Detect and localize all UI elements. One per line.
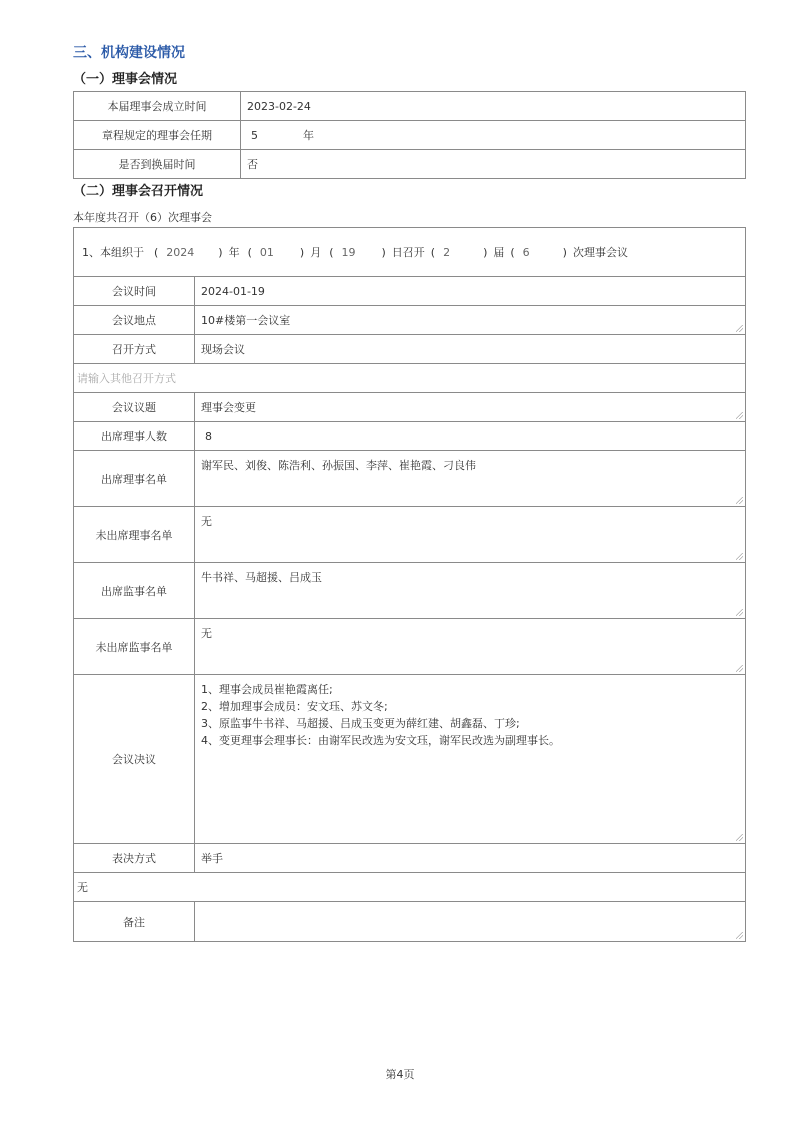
day-unit: 日召开 [391, 246, 425, 259]
vote-row [74, 844, 746, 873]
meetings-title: （二）理事会召开情况 [73, 184, 204, 199]
method-row [74, 335, 746, 364]
attend-count-input[interactable]: 8 [195, 422, 746, 451]
resize-handle-icon[interactable] [736, 412, 743, 419]
meeting-place-label: 会议地点 [74, 306, 195, 335]
resolution-row [74, 675, 746, 844]
session-input[interactable]: 2 [443, 245, 451, 259]
month-input[interactable]: 01 [259, 245, 274, 259]
term-label: 章程规定的理事会任期 [74, 121, 241, 150]
day-input[interactable]: 19 [341, 245, 356, 259]
attend-list-textarea[interactable]: 谢军民、刘俊、陈浩利、孙振国、李萍、崔艳霞、刁良伟 [201, 459, 476, 472]
section-title: 三、机构建设情况 [73, 45, 185, 61]
resize-handle-icon[interactable] [736, 497, 743, 504]
paren-close: ) [381, 245, 386, 259]
resize-handle-icon[interactable] [736, 325, 743, 332]
resolution-line: 4、变更理事会理事长：由谢军民改选为安文珏，谢军民改选为副理事长。 [201, 734, 560, 747]
meetings-summary: 本年度共召开（6）次理事会 [73, 211, 212, 224]
board-info-title: （一）理事会情况 [73, 72, 178, 87]
meeting-time-label: 会议时间 [74, 277, 195, 306]
supervisors-absent-textarea[interactable]: 无 [201, 627, 212, 640]
paren-close: ) [562, 245, 567, 259]
other-method-row [74, 364, 746, 393]
meeting-topic-textarea[interactable]: 理事会变更 [201, 401, 256, 414]
supervisors-absent-label: 未出席监事名单 [74, 619, 195, 675]
meeting-header [74, 244, 745, 260]
attend-list-label: 出席理事名单 [74, 451, 195, 507]
remark-label: 备注 [74, 902, 195, 942]
remark-row [74, 902, 746, 942]
supervisors-present-label: 出席监事名单 [74, 563, 195, 619]
resolution-textarea[interactable] [195, 675, 746, 844]
time-row [74, 277, 746, 306]
meeting-topic-label: 会议议题 [74, 393, 195, 422]
reelection-label: 是否到换届时间 [74, 150, 241, 179]
resolution-line: 1、理事会成员崔艳霞离任; [201, 683, 333, 696]
year-input[interactable]: 2024 [166, 245, 195, 259]
paren-open: ( [329, 245, 334, 259]
paren-open: ( [154, 245, 159, 259]
session-unit: 届 [493, 246, 505, 259]
board-row-term [74, 121, 746, 150]
vote-label: 表决方式 [74, 844, 195, 873]
resize-handle-icon[interactable] [736, 609, 743, 616]
meeting-time-input[interactable]: 2024-01-19 [195, 277, 746, 306]
topic-row [74, 393, 746, 422]
meeting-method-label: 召开方式 [74, 335, 195, 364]
count-input[interactable]: 6 [522, 245, 530, 259]
count-unit: 次理事会议 [572, 246, 628, 259]
board-row-established [74, 92, 746, 121]
meeting-method-select[interactable]: 现场会议 [195, 335, 746, 364]
month-unit: 月 [310, 246, 322, 259]
vote-other-row [74, 873, 746, 902]
established-label: 本届理事会成立时间 [74, 92, 241, 121]
absent-list-label: 未出席理事名单 [74, 507, 195, 563]
other-method-input[interactable]: 请输入其他召开方式 [74, 364, 746, 393]
paren-close: ) [483, 245, 488, 259]
page-number: 第4页 [385, 1068, 415, 1081]
established-value[interactable]: 2023-02-24 [241, 92, 746, 121]
year-unit: 年 [228, 246, 240, 259]
resize-handle-icon[interactable] [736, 553, 743, 560]
board-row-reelection [74, 150, 746, 179]
paren-open: ( [247, 245, 252, 259]
attend-count-row [74, 422, 746, 451]
meeting-prefix: 1、本组织于 [82, 246, 144, 259]
resolution-label: 会议决议 [74, 675, 195, 844]
resolution-line: 3、原监事牛书祥、马超援、吕成玉变更为薛红建、胡鑫磊、丁珍; [201, 717, 520, 730]
attend-list-row [74, 451, 746, 507]
resize-handle-icon[interactable] [736, 932, 743, 939]
attend-count-label: 出席理事人数 [74, 422, 195, 451]
vote-other-input[interactable]: 无 [74, 873, 746, 902]
absent-list-textarea[interactable]: 无 [201, 515, 212, 528]
paren-open: ( [430, 245, 436, 259]
place-row [74, 306, 746, 335]
paren-close: ) [299, 245, 305, 259]
supervisors-present-textarea[interactable]: 牛书祥、马超援、吕成玉 [201, 571, 322, 584]
term-unit: 年 [303, 129, 314, 142]
supervisors-absent-row [74, 619, 746, 675]
absent-list-row [74, 507, 746, 563]
board-info-table [73, 91, 746, 179]
resize-handle-icon[interactable] [736, 834, 743, 841]
supervisors-present-row [74, 563, 746, 619]
paren-open: ( [510, 245, 515, 259]
term-input[interactable]: 5 [251, 129, 258, 142]
paren-close: ) [218, 245, 223, 259]
meeting-header-row [74, 228, 746, 277]
meeting-place-textarea[interactable]: 10#楼第一会议室 [201, 314, 291, 327]
resolution-line: 2、增加理事会成员：安文珏、苏文冬; [201, 700, 388, 713]
resize-handle-icon[interactable] [736, 665, 743, 672]
reelection-value[interactable]: 否 [241, 150, 746, 179]
vote-select[interactable]: 举手 [195, 844, 746, 873]
meeting-table [73, 227, 746, 942]
